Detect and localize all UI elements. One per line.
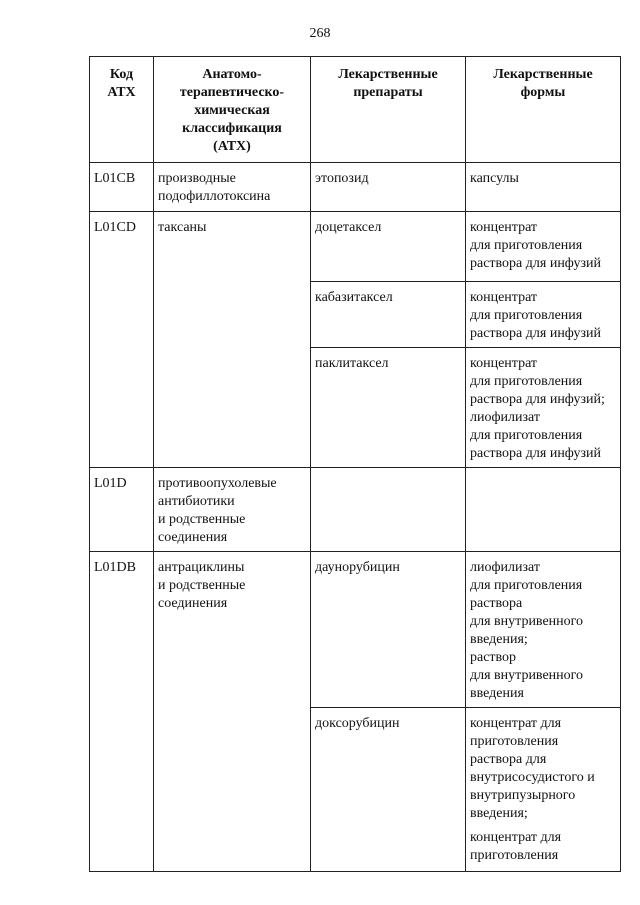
header-atx-code: Код АТХ bbox=[90, 57, 154, 163]
header-atx-classification: Анатомо- терапевтическо- химическая классификация (АТХ) bbox=[154, 57, 311, 163]
form-cell: капсулы bbox=[466, 163, 621, 212]
classification-cell: противоопухолевые антибиотики и родственные соединения bbox=[154, 468, 311, 552]
atx-drug-table bbox=[89, 56, 621, 872]
drug-cell: этопозид bbox=[311, 163, 466, 212]
table-row bbox=[90, 468, 621, 552]
table-row bbox=[90, 212, 621, 282]
classification-cell: таксаны bbox=[154, 212, 311, 468]
drug-cell: доцетаксел bbox=[311, 212, 466, 282]
form-cell: концентрат для приготовления раствора для инфузий bbox=[466, 212, 621, 282]
atx-code-cell: L01DB bbox=[90, 552, 154, 872]
table-row bbox=[90, 552, 621, 708]
form-cell: лиофилизат для приготовления раствора для внутривенного введения; раствор для внутривенного введения bbox=[466, 552, 621, 708]
header-drugs: Лекарственные препараты bbox=[311, 57, 466, 163]
form-cell: концентрат для приготовления раствора для инфузий bbox=[466, 282, 621, 348]
drug-cell: доксорубицин bbox=[311, 708, 466, 872]
table-header-row bbox=[90, 57, 621, 163]
form-cell bbox=[466, 468, 621, 552]
form-cell: концентрат для приготовления раствора для инфузий; лиофилизат для приготовления раствора для инфузий bbox=[466, 348, 621, 468]
drug-cell bbox=[311, 468, 466, 552]
header-dosage-forms: Лекарственные формы bbox=[466, 57, 621, 163]
page-number: 268 bbox=[309, 26, 331, 41]
form-cell: концентрат для приготовления раствора для внутрисосудистого и внутрипузырного введения; концентрат для приготовления bbox=[466, 708, 621, 872]
classification-cell: антрациклины и родственные соединения bbox=[154, 552, 311, 872]
drug-cell: кабазитаксел bbox=[311, 282, 466, 348]
form-cell-continued: концентрат для приготовления bbox=[470, 830, 562, 863]
classification-cell: производные подофиллотоксина bbox=[154, 163, 311, 212]
drug-cell: паклитаксел bbox=[311, 348, 466, 468]
table-row bbox=[90, 163, 621, 212]
atx-code-cell: L01CB bbox=[90, 163, 154, 212]
atx-code-cell: L01CD bbox=[90, 212, 154, 468]
drug-cell: даунорубицин bbox=[311, 552, 466, 708]
atx-code-cell: L01D bbox=[90, 468, 154, 552]
